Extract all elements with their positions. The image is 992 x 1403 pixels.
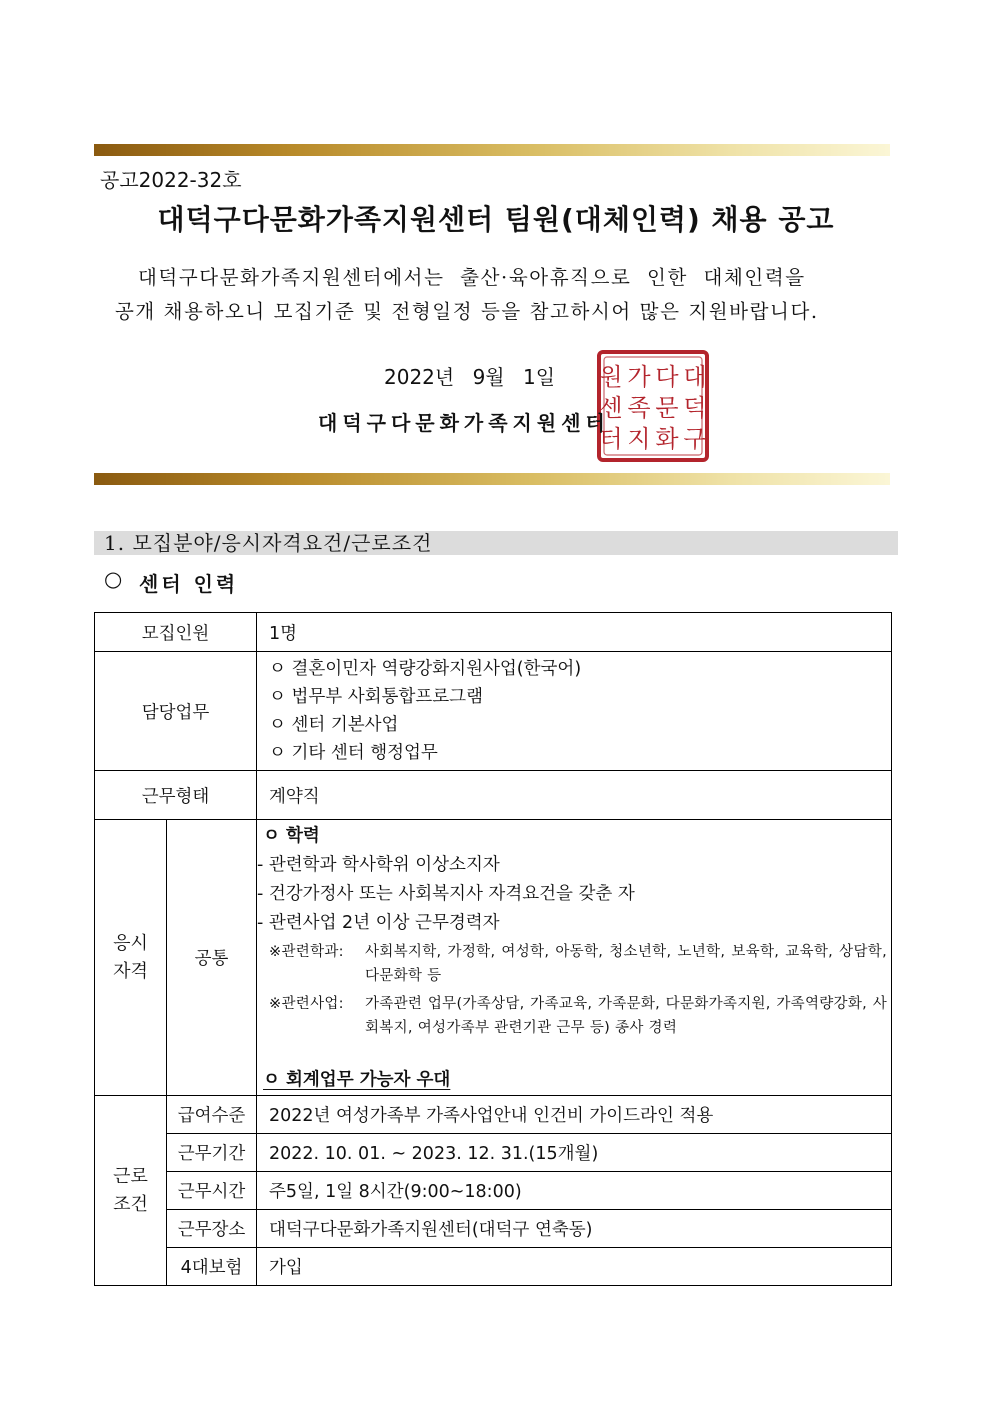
conditions-label-line: 조건 xyxy=(113,1193,148,1215)
note-text: 사회복지학, 가정학, 여성학, 아동학, 청소년학, 노년학, 보육학, 교육학, 상담학, 다문화학 등 xyxy=(365,944,887,984)
table-row xyxy=(95,613,892,652)
seal-character: 족 xyxy=(627,394,651,422)
condition-label: 급여수준 xyxy=(167,1096,257,1134)
condition-label: 근무시간 xyxy=(167,1172,257,1210)
list-item: ㅇ 법무부 사회통합프로그램 xyxy=(269,687,483,707)
gold-divider-top xyxy=(94,144,890,156)
section-title: 1. 모집분야/응시자격요건/근로조건 xyxy=(104,531,433,555)
recruitment-table xyxy=(94,612,892,1286)
subsection-title: 센터 인력 xyxy=(139,572,239,596)
preference-line xyxy=(257,1066,891,1095)
seal-character: 터 xyxy=(599,425,623,453)
education-header: ㅇ 학력 xyxy=(263,826,320,846)
preference-text: ㅇ 회계업무 가능자 우대 xyxy=(263,1070,451,1090)
seal-character: 다 xyxy=(655,363,679,391)
table-row xyxy=(95,1134,892,1172)
work-type-value: 계약직 xyxy=(257,771,892,820)
list-item: - 건강가정사 또는 사회복지사 자격요건을 갖춘 자 xyxy=(257,884,635,904)
seal-character: 문 xyxy=(655,394,679,422)
qualification-sub-label: 공통 xyxy=(167,820,257,1096)
table-row xyxy=(95,1248,892,1286)
related-work-note xyxy=(257,992,891,1040)
seal-character: 센 xyxy=(599,394,623,422)
seal-character: 가 xyxy=(627,363,651,391)
table-row xyxy=(95,771,892,820)
seal-character: 덕 xyxy=(683,394,707,422)
seal-character: 지 xyxy=(627,425,651,453)
table-row xyxy=(95,1172,892,1210)
official-seal xyxy=(595,348,711,464)
duties-list xyxy=(257,652,892,771)
list-item: ㅇ 결혼이민자 역량강화지원사업(한국어) xyxy=(269,659,582,679)
condition-label: 근무기간 xyxy=(167,1134,257,1172)
condition-value: 2022. 10. 01. ~ 2023. 12. 31.(15개월) xyxy=(257,1134,892,1172)
note-label: ※관련사업: xyxy=(269,996,344,1012)
seal-character: 대 xyxy=(683,363,707,391)
table-row xyxy=(95,1096,892,1134)
qualification-label-line: 자격 xyxy=(113,960,148,982)
seal-character: 원 xyxy=(599,363,623,391)
qualification-label xyxy=(95,820,167,1096)
seal-character: 구 xyxy=(683,425,707,453)
notice-number: 공고2022-32호 xyxy=(100,168,242,192)
recruit-label: 모집인원 xyxy=(95,613,257,652)
intro-line-1: 대덕구다문화가족지원센터에서는 출산·육아휴직으로 인한 대체인력을 xyxy=(138,266,806,289)
list-item: ㅇ 센터 기본사업 xyxy=(269,715,399,735)
condition-value: 주5일, 1일 8시간(9:00~18:00) xyxy=(257,1172,892,1210)
note-label: ※관련학과: xyxy=(269,944,344,960)
condition-label: 4대보험 xyxy=(167,1248,257,1286)
duties-label: 담당업무 xyxy=(95,652,257,771)
list-item: - 관련사업 2년 이상 근무경력자 xyxy=(257,913,500,933)
condition-value: 2022년 여성가족부 가족사업안내 인건비 가이드라인 적용 xyxy=(257,1096,892,1134)
recruit-value: 1명 xyxy=(257,613,892,652)
work-type-label: 근무형태 xyxy=(95,771,257,820)
page-title: 대덕구다문화가족지원센터 팀원(대체인력) 채용 공고 xyxy=(157,203,835,236)
intro-line-2: 공개 채용하오니 모집기준 및 전형일정 등을 참고하시어 많은 지원바랍니다. xyxy=(115,300,819,323)
related-major-note xyxy=(257,940,891,988)
seal-character: 화 xyxy=(655,425,679,453)
condition-value: 가입 xyxy=(257,1248,892,1286)
gold-divider-bottom xyxy=(94,473,890,485)
table-row xyxy=(95,820,892,1096)
qualification-label-line: 응시 xyxy=(113,932,148,954)
list-item: - 관련학과 학사학위 이상소지자 xyxy=(257,855,500,875)
table-row xyxy=(95,652,892,771)
conditions-label-line: 근로 xyxy=(113,1165,148,1187)
issuer-name: 대덕구다문화가족지원센터 xyxy=(318,411,610,435)
note-text: 가족관련 업무(가족상담, 가족교육, 가족문화, 다문화가족지원, 가족역량강화, 사회복지, 여성가족부 관련기관 근무 등) 종사 경력 xyxy=(365,996,887,1036)
condition-label: 근무장소 xyxy=(167,1210,257,1248)
circle-bullet: ○ xyxy=(104,567,123,591)
notice-date: 2022년 9월 1일 xyxy=(384,365,556,389)
qualification-details xyxy=(257,820,892,1096)
conditions-label xyxy=(95,1096,167,1286)
condition-value: 대덕구다문화가족지원센터(대덕구 연축동) xyxy=(257,1210,892,1248)
list-item: ㅇ 기타 센터 행정업무 xyxy=(269,743,438,763)
table-row xyxy=(95,1210,892,1248)
